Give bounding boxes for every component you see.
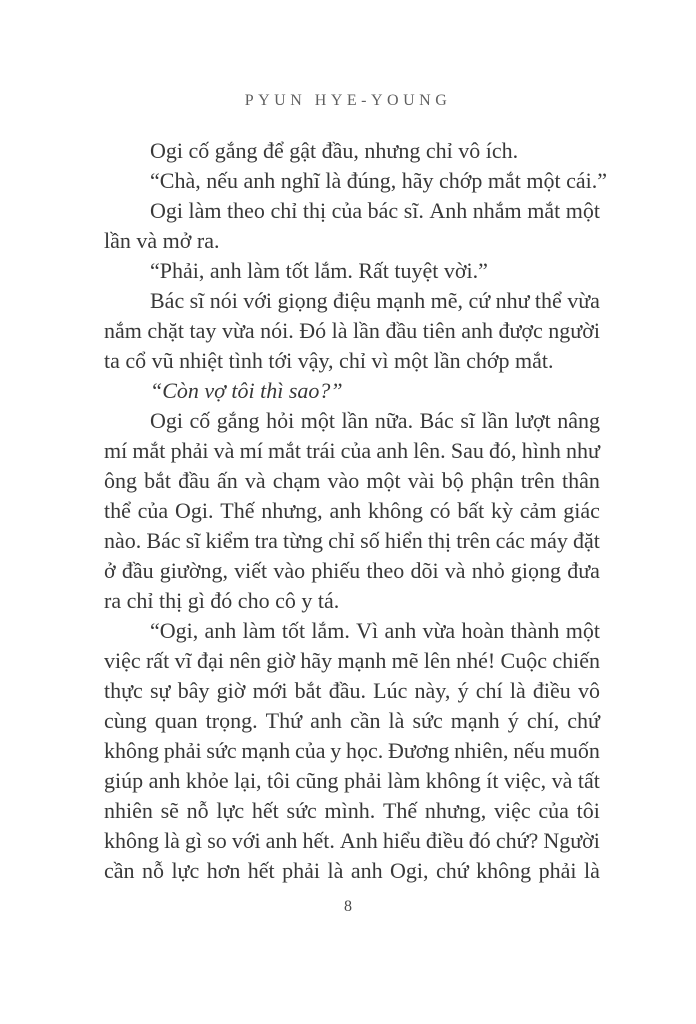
word: là	[331, 318, 348, 343]
paragraph	[104, 406, 600, 616]
word: sĩ	[185, 528, 201, 553]
word: giúp	[104, 768, 144, 793]
word: một	[300, 408, 335, 433]
word: đầu	[121, 558, 154, 583]
word: cứ	[468, 288, 491, 313]
word: bác	[367, 198, 399, 223]
word: với	[243, 288, 273, 313]
word: theo	[366, 558, 405, 583]
word: của	[294, 738, 326, 763]
text-line	[104, 496, 600, 526]
word: là	[164, 828, 180, 853]
word: tiên	[422, 318, 456, 343]
word: anh	[204, 618, 237, 643]
word: Ogi,	[390, 858, 429, 883]
word: anh	[329, 498, 362, 523]
word: gì	[185, 828, 203, 853]
word: chứ?	[495, 828, 539, 853]
word: lượt	[514, 408, 551, 433]
word: hết	[251, 798, 279, 823]
word: chặt	[147, 318, 185, 343]
word: việc	[494, 798, 531, 823]
text-line: “Phải, anh làm tốt lắm. Rất tuyệt vời.”	[150, 258, 488, 283]
word: ấn	[216, 468, 238, 493]
text-line: Ogi cố gắng để gật đầu, nhưng chỉ vô ích.	[150, 138, 519, 163]
word: Anh	[429, 198, 468, 223]
text-line	[104, 196, 600, 226]
paragraph	[104, 286, 600, 376]
word: sĩ.	[403, 198, 424, 223]
word: bắt	[294, 678, 322, 703]
word: mí	[239, 438, 263, 463]
word: của	[340, 438, 372, 463]
word: máy	[529, 528, 568, 553]
paragraph	[104, 136, 600, 166]
word: đầu.	[328, 678, 366, 703]
word: Bác	[150, 288, 185, 313]
word: làm	[387, 768, 421, 793]
word: đó	[468, 828, 491, 853]
word: Ogi	[150, 408, 183, 433]
word: giờ	[266, 648, 296, 673]
text-line	[104, 856, 600, 886]
word: sĩ	[189, 288, 205, 313]
word: không	[104, 738, 159, 763]
word: sức	[412, 708, 443, 733]
word: hiển	[384, 528, 423, 553]
word: không	[476, 858, 532, 883]
word: tất	[577, 768, 600, 793]
word: đầu	[385, 318, 418, 343]
word: anh	[350, 858, 383, 883]
text-line: “Còn vợ tôi thì sao?”	[150, 378, 343, 403]
word: một	[565, 618, 600, 643]
word: Cuộc	[500, 648, 547, 673]
word: vừa	[221, 318, 255, 343]
word: này,	[414, 678, 451, 703]
word: hãy	[300, 648, 333, 673]
word: sẽ	[160, 798, 179, 823]
word: nỗ	[186, 798, 209, 823]
word: đại	[196, 648, 224, 673]
text-line	[104, 676, 600, 706]
word: theo	[227, 198, 265, 223]
word: dõi	[410, 558, 439, 583]
word: giác	[563, 498, 600, 523]
word: thị	[427, 528, 452, 553]
word: chỉ	[328, 528, 356, 553]
word: là	[388, 708, 405, 733]
word: lên.	[413, 438, 446, 463]
word: cố	[189, 408, 211, 433]
word: hiểu	[382, 828, 421, 853]
word: hình	[521, 438, 561, 463]
word: vô	[578, 678, 600, 703]
word: là	[583, 858, 600, 883]
word: lần	[341, 408, 369, 433]
word: vào	[327, 468, 360, 493]
word: bắt	[144, 468, 171, 493]
word: quan	[154, 708, 198, 733]
word: mới	[252, 678, 288, 703]
text-line	[104, 406, 600, 436]
word: nhiên,	[454, 738, 509, 763]
word: phải	[163, 738, 202, 763]
word: lắm.	[311, 618, 350, 643]
word: lần	[481, 408, 509, 433]
word: kỳ	[491, 498, 514, 523]
word: Người	[543, 828, 600, 853]
word: vừa	[567, 288, 600, 313]
word: chứ	[436, 858, 469, 883]
word: phiếu	[311, 558, 361, 583]
word: chạm	[272, 468, 321, 493]
word: ý	[507, 708, 519, 733]
text-line: lần và mở ra.	[104, 228, 220, 253]
word: việc	[104, 648, 141, 673]
word: đưa	[567, 558, 600, 583]
word: chí,	[526, 708, 560, 733]
word: Vì	[356, 618, 379, 643]
word: mẽ,	[430, 288, 464, 313]
word: muốn	[549, 738, 600, 763]
text-line	[104, 316, 600, 346]
word: đặt	[573, 528, 600, 553]
word: thể	[104, 498, 131, 523]
word: thể	[534, 288, 562, 313]
word: Ogi.	[174, 498, 214, 523]
word: bây	[177, 678, 210, 703]
word: phải	[282, 858, 321, 883]
word: giường,	[159, 558, 228, 583]
word: lên	[423, 648, 451, 673]
word: nhỏ	[471, 558, 505, 583]
word: ở	[104, 558, 116, 583]
word: mạnh	[241, 738, 291, 763]
word: điệu	[333, 288, 371, 313]
word: Thế	[220, 498, 255, 523]
word: hỏi	[266, 408, 295, 433]
word: đầu	[178, 468, 210, 493]
paragraph	[104, 256, 600, 286]
word: cùng	[104, 708, 147, 733]
text-line	[104, 796, 600, 826]
word: hơn	[206, 858, 241, 883]
word: nỗ	[141, 858, 164, 883]
word: được	[498, 318, 543, 343]
word: nào.	[104, 528, 142, 553]
word: phận	[470, 468, 514, 493]
word: anh	[384, 618, 417, 643]
word: nâng	[557, 408, 600, 433]
text-line	[104, 286, 600, 316]
page-number: 8	[344, 898, 352, 915]
word: trái	[306, 438, 336, 463]
word: của	[331, 198, 363, 223]
text-line: ra chỉ thị gì đó cho cô y tá.	[104, 588, 340, 613]
word: gắng	[216, 408, 260, 433]
word: sĩ	[460, 408, 475, 433]
word: lần	[353, 318, 380, 343]
paragraph	[104, 166, 608, 196]
word: nên	[229, 648, 261, 673]
word: mình.	[324, 798, 376, 823]
word: giọng	[277, 288, 328, 313]
word: tôi	[267, 768, 291, 793]
word: và	[444, 558, 466, 583]
word: điều	[425, 828, 464, 853]
word: sự	[150, 678, 171, 703]
word: mí	[104, 438, 128, 463]
word: nói.	[260, 318, 294, 343]
word: cũng	[295, 768, 339, 793]
word: mạnh	[450, 708, 500, 733]
word: bất	[457, 498, 485, 523]
word: cảm	[519, 498, 557, 523]
word: chứ	[567, 708, 600, 733]
word: chiến	[552, 648, 600, 673]
word: nếu	[513, 738, 546, 763]
word: vĩ	[174, 648, 192, 673]
word: điều	[532, 678, 571, 703]
word: tay	[189, 318, 217, 343]
text-line	[104, 616, 600, 646]
word: không	[368, 498, 424, 523]
paragraph	[104, 376, 600, 406]
word: các	[495, 528, 525, 553]
word: không	[104, 828, 159, 853]
text-line	[104, 526, 600, 556]
word: sức	[206, 738, 237, 763]
text-block	[104, 136, 608, 886]
word: cần	[349, 708, 381, 733]
word: mắt	[267, 438, 301, 463]
word: trên	[520, 468, 555, 493]
word: chí	[475, 678, 503, 703]
text-line	[104, 466, 600, 496]
word: Thứ	[265, 708, 303, 733]
word: học.	[345, 738, 384, 763]
word: trên	[456, 528, 491, 553]
word: của	[538, 798, 569, 823]
word: anh	[461, 318, 493, 343]
word: so	[207, 828, 227, 853]
word: rất	[145, 648, 170, 673]
word: nói	[209, 288, 238, 313]
word: Đương	[387, 738, 450, 763]
word: Sau	[450, 438, 484, 463]
word: một	[366, 468, 401, 493]
word: thực	[104, 678, 143, 703]
word: Đó	[299, 318, 327, 343]
word: mẽ	[391, 648, 419, 673]
word: việc,	[503, 768, 547, 793]
word: phải	[170, 438, 209, 463]
word: mắt	[527, 198, 561, 223]
word: với	[231, 828, 261, 853]
word: tốt	[281, 618, 306, 643]
text-line	[104, 436, 600, 466]
word: vài	[407, 468, 435, 493]
word: hết.	[302, 828, 335, 853]
word: anh	[376, 438, 409, 463]
word: và	[551, 768, 573, 793]
word: từng	[282, 528, 324, 553]
word: thị	[302, 198, 327, 223]
word: Bác	[146, 528, 181, 553]
word: ít	[486, 768, 499, 793]
word: nhé!	[456, 648, 496, 673]
text-line	[104, 556, 600, 586]
word: bộ	[441, 468, 464, 493]
text-line	[104, 706, 600, 736]
word: như	[495, 288, 530, 313]
word: mạnh	[376, 288, 426, 313]
word: nhiên	[104, 798, 153, 823]
word: nữa.	[374, 408, 414, 433]
word: anh	[265, 828, 298, 853]
word: là	[509, 678, 526, 703]
word: vừa	[422, 618, 456, 643]
running-header: PYUN HYE-YOUNG	[244, 92, 452, 109]
word: có	[429, 498, 451, 523]
word: một	[565, 198, 600, 223]
text-line	[104, 826, 600, 856]
word: thân	[562, 468, 600, 493]
text-line: “Chà, nếu anh nghĩ là đúng, hãy chớp mắt một cái.”	[150, 168, 608, 193]
word: chỉ	[270, 198, 298, 223]
word: y	[330, 738, 342, 763]
word: cần	[104, 858, 135, 883]
word: Thế	[382, 798, 418, 823]
text-line	[104, 646, 600, 676]
word: sức	[286, 798, 317, 823]
word: và	[244, 468, 266, 493]
word: viết	[234, 558, 268, 583]
word: ý	[457, 678, 469, 703]
word: khỏe	[185, 768, 229, 793]
word: Ogi	[150, 198, 183, 223]
word: là	[327, 858, 344, 883]
word: phải	[343, 768, 382, 793]
word: anh	[148, 768, 181, 793]
word: tra	[254, 528, 278, 553]
word: của	[137, 498, 169, 523]
word: làm	[188, 198, 222, 223]
word: Lúc	[373, 678, 408, 703]
text-line	[104, 736, 600, 766]
word: hoàn	[461, 618, 505, 643]
text-line: ta cổ vũ nhiệt tình tới vậy, chỉ vì một lần chớp mắt.	[104, 348, 554, 373]
word: hết	[247, 858, 275, 883]
word: ông	[104, 468, 137, 493]
word: đó,	[489, 438, 517, 463]
text-line	[104, 766, 600, 796]
word: “Ogi,	[150, 618, 199, 643]
word: trọng.	[205, 708, 258, 733]
word: giờ	[216, 678, 246, 703]
word: không	[425, 768, 481, 793]
word: phải	[538, 858, 577, 883]
word: người	[548, 318, 600, 343]
word: nhưng,	[424, 798, 487, 823]
word: số	[360, 528, 380, 553]
word: thành	[510, 618, 560, 643]
word: Anh	[339, 828, 378, 853]
word: nhưng,	[261, 498, 323, 523]
word: như	[566, 438, 600, 463]
word: lực	[216, 798, 245, 823]
word: lực	[171, 858, 200, 883]
word: giọng	[510, 558, 562, 583]
paragraph	[104, 196, 600, 256]
word: và	[213, 438, 235, 463]
word: anh	[310, 708, 342, 733]
word: vào	[273, 558, 306, 583]
paragraph	[104, 616, 600, 886]
word: kiểm	[205, 528, 250, 553]
word: tôi	[576, 798, 600, 823]
word: lại,	[234, 768, 262, 793]
word: nhắm	[472, 198, 522, 223]
word: Bác	[419, 408, 454, 433]
word: làm	[242, 618, 276, 643]
word: nắm	[104, 318, 142, 343]
word: mắt	[132, 438, 166, 463]
word: mạnh	[337, 648, 387, 673]
